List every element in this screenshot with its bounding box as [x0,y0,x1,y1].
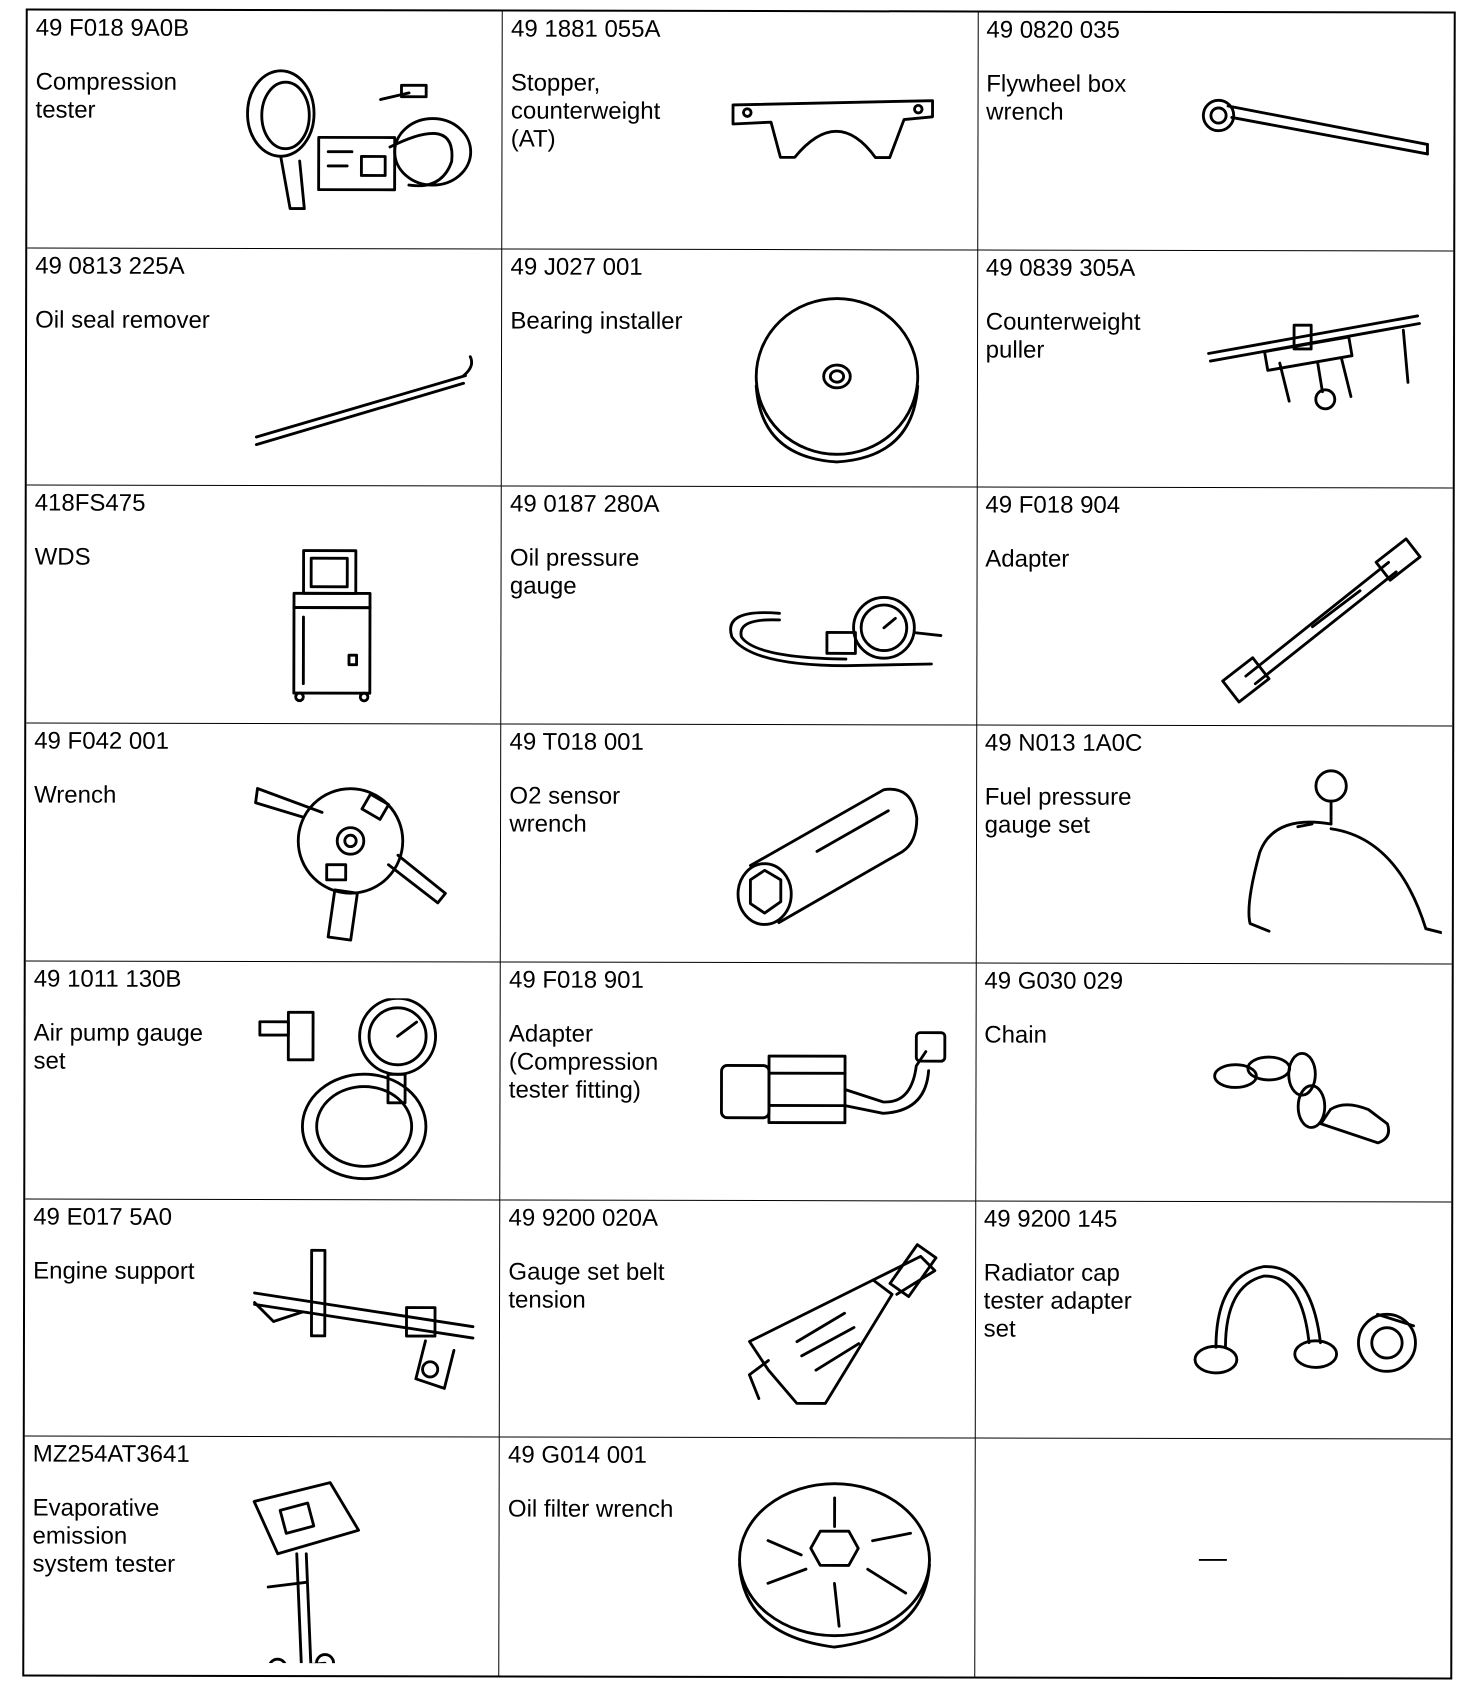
tool-name [509,783,709,839]
tool-name-line: Oil seal remover [35,306,210,334]
tool-name-line: (Compression [508,1048,659,1076]
tool-name-line: wrench [509,810,587,838]
tool-name [985,784,1185,840]
tool-cell [976,963,1452,1202]
tool-name-line: (AT) [510,125,556,153]
tool-name-line: Flywheel box [986,70,1127,98]
tool-name-line: tester [35,96,96,124]
tool-cell [502,487,978,726]
tool-cell [977,250,1453,489]
flywheel-wrench-icon [1183,49,1443,240]
part-number: 49 0187 280A [510,490,660,519]
tool-name-line: Fuel pressure [984,783,1132,811]
tool-cell [27,248,503,487]
tool-name-line: tester adapter [983,1287,1132,1315]
tool-cell [26,486,502,725]
tool-name-line: gauge [509,572,577,601]
compression-fitting-icon [705,999,965,1190]
tool-name [509,1020,709,1104]
tool-name [508,1258,708,1314]
air-pump-gauge-icon [230,998,490,1189]
tool-name-line: tension [508,1286,586,1314]
tool-name [34,1019,234,1075]
tool-cell [26,724,502,963]
tool-name [33,1257,233,1285]
tool-name [986,71,1186,127]
part-number: 49 J027 001 [510,253,643,281]
tool-name-line: Oil filter wrench [507,1495,674,1524]
wrench-icon [230,760,490,951]
tool-name [510,307,710,335]
oil-pressure-gauge-icon [706,523,966,714]
tool-name [32,1495,232,1579]
part-number: 49 T018 001 [509,728,644,756]
oil-seal-remover-icon [231,285,491,476]
empty-cell-dash: — [1198,1542,1227,1574]
part-number: 49 9200 145 [983,1205,1118,1233]
tool-name-line: Wrench [34,781,117,809]
tool-name [510,545,710,601]
tool-name-line: tester fitting) [508,1076,641,1104]
tool-cell [500,1200,976,1439]
tool-name-line: emission [32,1522,128,1551]
engine-support-icon [229,1235,489,1426]
tool-cell [25,1199,501,1438]
o2-sensor-wrench-icon [705,761,965,952]
tool-name-line: wrench [986,98,1064,126]
tool-name-line: set [33,1047,66,1075]
stopper-icon [707,48,967,239]
tool-name-line: counterweight [510,97,661,125]
tool-name [511,70,711,154]
tool-name-line: Stopper, [510,69,601,97]
tool-cell [25,961,501,1200]
part-number: 49 0813 225A [35,252,185,280]
tool-cell [978,12,1454,251]
tool-cell [501,962,977,1201]
tool-name-line: Adapter [985,545,1070,574]
tool-name [508,1496,708,1524]
part-number: 49 9200 020A [508,1204,659,1232]
tool-cell [975,1439,1451,1678]
belt-tension-gauge-icon [704,1236,964,1427]
wds-icon [231,522,491,713]
compression-tester-icon [232,47,492,238]
tool-cell [501,725,977,964]
part-number: MZ254AT3641 [32,1440,190,1469]
tool-name-line: gauge set [984,811,1091,839]
counterweight-puller-icon [1183,287,1443,478]
tool-name [985,546,1185,574]
part-number: 49 F042 001 [34,727,170,755]
part-number: 418FS475 [34,489,146,518]
special-tools-table [22,9,1455,1680]
evap-tester-icon [229,1473,489,1664]
part-number: 49 F018 9A0B [35,14,190,42]
chain-icon [1181,1000,1441,1191]
tool-name [984,1021,1184,1049]
tool-name-line: Evaporative [32,1494,160,1523]
tool-name [34,782,234,810]
tool-cell [976,726,1452,965]
tool-cell [975,1201,1451,1440]
tool-name-line: Oil pressure [509,544,640,573]
tool-cell [503,12,979,251]
tool-cell [500,1438,976,1677]
tool-cell [24,1437,500,1676]
part-number: 49 F018 904 [985,491,1121,520]
part-number: 49 N013 1A0C [984,729,1143,757]
part-number: 49 0820 035 [986,16,1120,44]
tool-name-line: WDS [34,543,91,572]
tool-name-line: Adapter [508,1020,594,1048]
tool-name-line: Engine support [33,1257,195,1285]
tool-name-line: O2 sensor [509,782,621,810]
tool-cell [502,249,978,488]
tool-name [35,306,235,334]
tool-name-line: Counterweight [985,308,1141,336]
tool-name-line: Radiator cap [983,1259,1120,1287]
adapter-icon [1182,524,1442,715]
part-number: 49 E017 5A0 [33,1203,173,1231]
tool-name [36,69,236,125]
tool-name-line: set [983,1315,1016,1343]
tool-name-line: puller [985,336,1045,364]
tool-name [35,544,235,572]
tool-name [986,308,1186,364]
part-number: 49 F018 901 [509,966,644,994]
tool-cell [977,488,1453,727]
tool-name-line: Chain [984,1021,1048,1049]
part-number: 49 G030 029 [984,967,1124,995]
tool-name-line: Air pump gauge [33,1019,204,1047]
part-number: 49 0839 305A [985,254,1136,282]
radiator-cap-adapter-icon [1181,1237,1441,1428]
part-number: 49 1881 055A [511,15,661,43]
bearing-installer-icon [706,286,966,477]
tool-name-line: system tester [32,1550,176,1579]
fuel-pressure-gauge-icon [1182,762,1442,953]
oil-filter-wrench-icon [704,1474,964,1665]
tool-name [984,1259,1184,1343]
tool-cell [27,11,503,250]
tool-name-line: Bearing installer [510,307,683,335]
part-number: 49 G014 001 [508,1441,647,1470]
tool-name-line: Gauge set belt [508,1258,665,1286]
part-number: 49 1011 130B [33,965,182,993]
tool-name-line: Compression [35,68,178,96]
